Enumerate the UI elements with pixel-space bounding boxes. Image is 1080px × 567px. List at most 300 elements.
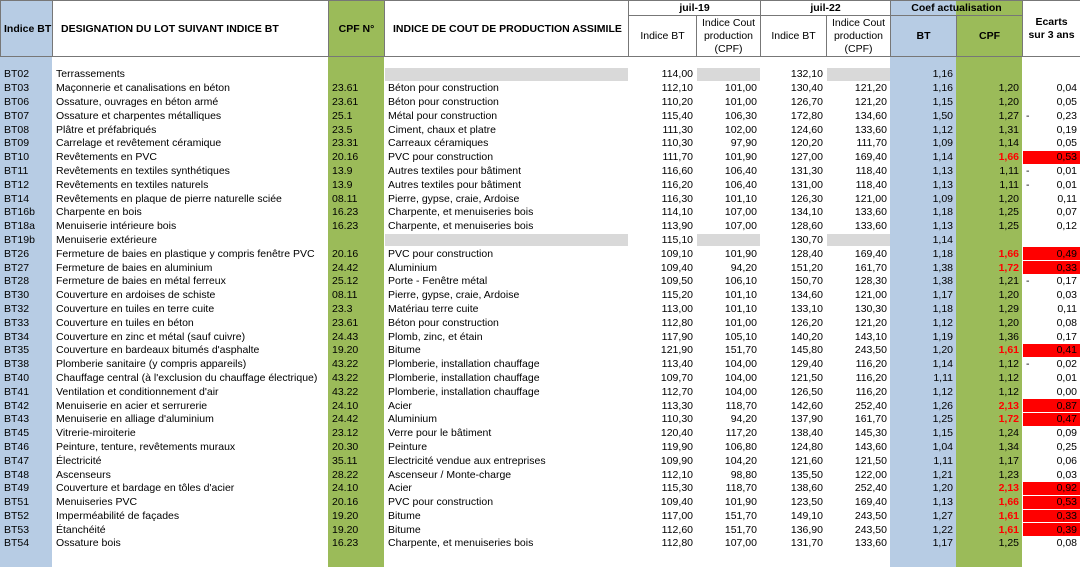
ecart-value: 0,87 [1056, 399, 1077, 412]
cell-cpf-juil19: 106,30 [724, 109, 757, 122]
cell-cpf-no: 25.1 [329, 109, 385, 123]
table-row [1, 150, 1080, 164]
cell-coef-bt: 1,21 [891, 468, 957, 482]
cell-cpf-juil22: 169,40 [854, 151, 887, 164]
cell-cpf-juil19 [697, 233, 761, 247]
header-juil22: juil-22 [761, 1, 891, 16]
table-row [1, 219, 1080, 233]
cell-cpf-juil19: 104,00 [724, 358, 757, 371]
cell-cpf-juil22: 252,40 [854, 482, 887, 495]
cell-bt-juil19: 113,30 [661, 399, 693, 412]
ecart-value: 0,00 [1056, 385, 1077, 398]
cell-indice-cout: Bitume [388, 523, 421, 536]
cell-cpf-no: 43.22 [329, 371, 385, 385]
cell-designation: Couverture et bardage en tôles d'acier [56, 482, 235, 495]
header-coef-cpf: CPF [957, 16, 1023, 57]
cell-designation: Fermeture de baies en aluminium [56, 261, 213, 274]
cell-cpf-juil22: 169,40 [854, 496, 887, 509]
ecart-value: 0,17 [1056, 330, 1077, 343]
table-row [1, 426, 1080, 440]
cell-cpf-no: 23.5 [329, 123, 385, 137]
cell-bt-juil19: 113,40 [661, 358, 693, 371]
cell-bt-juil22: 130,70 [790, 233, 823, 246]
cell-coef-bt: 1,25 [891, 412, 957, 426]
header-indice-cout-22: Indice Cout production (CPF) [827, 16, 891, 57]
header-designation: DESIGNATION DU LOT SUIVANT INDICE BT [53, 1, 329, 57]
cell-designation: Ossature bois [56, 537, 121, 550]
cell-cpf-juil22: 133,60 [854, 206, 887, 219]
cell-ecart [1023, 274, 1080, 288]
cell-indice-bt: BT07 [1, 109, 53, 123]
cell-indice-bt: BT14 [1, 192, 53, 206]
cell-cpf-juil22: 121,20 [854, 95, 887, 108]
cell-ecart [1023, 481, 1080, 495]
cell-indice-bt: BT03 [1, 81, 53, 95]
cell-indice-cout: Métal pour construction [388, 109, 498, 122]
cell-cpf-juil22 [827, 233, 891, 247]
cell-bt-juil19: 112,70 [661, 385, 693, 398]
cell-cpf-no: 16.23 [329, 537, 385, 551]
cell-cpf-juil19: 151,70 [724, 523, 757, 536]
cell-indice-cout: Electricité vendue aux entreprises [388, 454, 546, 467]
cell-indice-bt: BT28 [1, 274, 53, 288]
cell-indice-cout: Porte - Fenêtre métal [388, 275, 488, 288]
cell-ecart [1023, 261, 1080, 275]
cell-indice-bt: BT10 [1, 150, 53, 164]
cell-coef-bt: 1,12 [891, 316, 957, 330]
cell-designation: Revêtements en plaque de pierre naturelle sciée [56, 192, 282, 205]
cell-bt-juil19: 113,00 [661, 302, 693, 315]
cell-ecart [1023, 81, 1080, 95]
ecart-value: 0,12 [1056, 220, 1077, 233]
cell-indice-cout: Charpente, et menuiseries bois [388, 220, 534, 233]
ecart-value: 0,53 [1056, 496, 1077, 509]
cell-ecart [1023, 205, 1080, 219]
table-row [1, 523, 1080, 537]
cell-designation: Carrelage et revêtement céramique [56, 137, 222, 150]
cell-indice-bt: BT42 [1, 399, 53, 413]
cell-bt-juil19: 109,40 [660, 261, 693, 274]
cell-cpf-juil22: 118,40 [855, 164, 887, 177]
cell-coef-cpf: 1,12 [957, 357, 1023, 371]
cell-coef-bt: 1,17 [891, 537, 957, 551]
table-row [1, 385, 1080, 399]
cell-bt-juil19: 117,90 [661, 330, 693, 343]
table-row [1, 136, 1080, 150]
cell-coef-bt: 1,09 [891, 136, 957, 150]
header-indice-cout-19: Indice Cout production (CPF) [697, 16, 761, 57]
cell-indice-cout: Béton pour construction [388, 95, 499, 108]
cell-cpf-no: 13.9 [329, 164, 385, 178]
cell-bt-juil22: 121,60 [790, 454, 823, 467]
ecart-value: 0,33 [1056, 509, 1077, 522]
cell-ecart [1023, 316, 1080, 330]
cell-bt-juil19: 110,30 [661, 137, 693, 150]
cell-coef-cpf: 1,61 [957, 343, 1023, 357]
cell-cpf-juil22: 121,20 [854, 316, 887, 329]
cell-coef-cpf: 1,20 [957, 288, 1023, 302]
cell-coef-bt: 1,12 [891, 123, 957, 137]
cell-bt-juil22: 128,40 [790, 247, 823, 260]
cell-indice-cout: Plomberie, installation chauffage [388, 385, 540, 398]
cell-indice-cout: Peinture [388, 440, 428, 453]
cell-ecart [1023, 523, 1080, 537]
cell-bt-juil19: 113,90 [661, 220, 693, 233]
cell-designation: Ascenseurs [56, 468, 111, 481]
cell-cpf-juil19: 101,10 [724, 192, 757, 205]
ecart-value: 0,49 [1056, 247, 1077, 260]
cell-bt-juil19: 115,20 [661, 289, 693, 302]
cell-ecart [1023, 426, 1080, 440]
header-ecarts [1023, 1, 1080, 57]
cell-ecart [1023, 385, 1080, 399]
cell-bt-juil22: 131,70 [790, 537, 823, 550]
cell-cpf-juil19: 101,00 [724, 316, 757, 329]
ecart-value: 0,07 [1056, 206, 1077, 219]
cell-bt-juil22: 145,80 [790, 344, 823, 357]
cell-indice-cout: Acier [388, 482, 412, 495]
cell-coef-cpf: 1,11 [957, 178, 1023, 192]
cell-cpf-no: 16.23 [329, 219, 385, 233]
cell-indice-bt: BT49 [1, 481, 53, 495]
header-indice-bt-19: Indice BT [629, 16, 697, 57]
ecart-value: 0,25 [1056, 440, 1077, 453]
cell-cpf-no: 43.22 [329, 385, 385, 399]
cell-bt-juil22: 130,40 [790, 82, 823, 95]
cell-cpf-juil19: 106,80 [724, 440, 757, 453]
cell-indice-cout: Matériau terre cuite [388, 302, 479, 315]
table-row [1, 495, 1080, 509]
cell-coef-bt: 1,50 [891, 109, 957, 123]
cell-cpf-juil19: 94,20 [730, 413, 757, 426]
table-row [1, 509, 1080, 523]
cell-coef-bt: 1,22 [891, 523, 957, 537]
ecart-value: 0,03 [1056, 289, 1077, 302]
cell-bt-juil19: 119,90 [661, 440, 693, 453]
cell-indice-cout: Bitume [388, 509, 421, 522]
cell-cpf-juil19: 118,70 [725, 482, 757, 495]
cell-coef-cpf: 1,72 [957, 412, 1023, 426]
cell-cpf-juil19: 97,90 [730, 137, 757, 150]
cell-indice-bt: BT08 [1, 123, 53, 137]
cell-bt-juil19: 110,20 [661, 95, 693, 108]
table-body [1, 68, 1080, 551]
cell-cpf-no: 20.16 [329, 247, 385, 261]
cell-designation: Imperméabilité de façades [56, 509, 180, 522]
cell-indice-bt: BT06 [1, 95, 53, 109]
cell-bt-juil22: 127,00 [790, 151, 823, 164]
cell-cpf-juil19: 106,10 [724, 275, 757, 288]
cell-designation: Couverture en zinc et métal (sauf cuivre) [56, 330, 246, 343]
cell-bt-juil19: 109,90 [660, 454, 693, 467]
cell-coef-cpf: 1,12 [957, 371, 1023, 385]
cell-coef-bt: 1,04 [891, 440, 957, 454]
cell-coef-bt: 1,20 [891, 481, 957, 495]
ecart-value: 0,01 [1056, 164, 1077, 177]
cell-indice-cout: Pierre, gypse, craie, Ardoise [388, 192, 520, 205]
cell-cpf-no: 43.22 [329, 357, 385, 371]
cell-designation: Menuiserie en alliage d'aluminium [56, 413, 214, 426]
cell-coef-cpf: 1,20 [957, 95, 1023, 109]
cell-designation: Couverture en bardeaux bitumés d'asphalte [56, 344, 260, 357]
cell-cpf-juil22: 243,50 [854, 344, 887, 357]
cell-cpf-juil19: 101,90 [724, 151, 757, 164]
cell-indice-bt: BT54 [1, 537, 53, 551]
cell-bt-juil19: 111,30 [662, 123, 693, 136]
cell-indice-bt: BT52 [1, 509, 53, 523]
cell-indice-bt: BT32 [1, 302, 53, 316]
table-row [1, 95, 1080, 109]
cell-bt-juil19: 115,10 [661, 233, 693, 246]
cell-coef-cpf: 1,36 [957, 330, 1023, 344]
cell-bt-juil19: 114,00 [661, 68, 693, 81]
cell-cpf-juil22: 243,50 [854, 509, 887, 522]
header-indice-cout: INDICE DE COUT DE PRODUCTION ASSIMILE [385, 1, 629, 57]
cell-indice-bt: BT45 [1, 426, 53, 440]
cell-designation: Terrassements [56, 68, 125, 81]
cell-cpf-juil22: 121,20 [854, 82, 887, 95]
cell-coef-bt: 1,20 [891, 343, 957, 357]
cell-bt-juil22: 126,20 [790, 316, 823, 329]
cell-designation: Maçonnerie et canalisations en béton [56, 82, 230, 95]
table-row [1, 247, 1080, 261]
cell-ecart [1023, 343, 1080, 357]
cell-cpf-no: 23.3 [329, 302, 385, 316]
ecart-value: 0,53 [1056, 151, 1077, 164]
cell-indice-bt: BT11 [1, 164, 53, 178]
cell-bt-juil19: 110,30 [661, 413, 693, 426]
cell-cpf-juil19: 107,00 [724, 220, 757, 233]
cell-coef-bt: 1,38 [891, 274, 957, 288]
cell-cpf-no: 23.61 [329, 81, 385, 95]
cell-designation: Chauffage central (à l'exclusion du chauffage électrique) [56, 371, 318, 384]
cell-ecart [1023, 509, 1080, 523]
cell-designation: Fermeture de baies en métal ferreux [56, 275, 226, 288]
cell-cpf-juil19 [697, 68, 761, 82]
cell-bt-juil22: 132,10 [790, 68, 823, 81]
cell-coef-bt: 1,15 [891, 426, 957, 440]
cell-cpf-juil19: 151,70 [724, 344, 757, 357]
table-row [1, 468, 1080, 482]
ecart-value: 0,47 [1056, 413, 1077, 426]
cell-indice-bt: BT43 [1, 412, 53, 426]
cell-coef-bt: 1,12 [891, 385, 957, 399]
cell-designation: Revêtements en textiles naturels [56, 178, 209, 191]
ecart-value: 0,03 [1056, 468, 1077, 481]
cell-designation: Menuiserie intérieure bois [56, 220, 177, 233]
header-juil19: juil-19 [629, 1, 761, 16]
header-indice-bt: Indice BT [1, 1, 53, 57]
cell-cpf-no [329, 68, 385, 82]
cell-coef-cpf: 1,66 [957, 495, 1023, 509]
cell-bt-juil19: 115,40 [661, 109, 693, 122]
cell-cpf-no: 20.16 [329, 150, 385, 164]
ecart-value: 0,39 [1056, 523, 1077, 536]
table-row [1, 178, 1080, 192]
cell-cpf-juil22: 143,10 [854, 330, 887, 343]
cell-coef-cpf: 1,12 [957, 385, 1023, 399]
cell-indice-bt: BT33 [1, 316, 53, 330]
cell-cpf-no: 24.43 [329, 330, 385, 344]
cell-designation: Plâtre et préfabriqués [56, 123, 157, 136]
cell-bt-juil19: 121,90 [660, 344, 693, 357]
cell-cpf-juil19: 104,00 [724, 385, 757, 398]
cell-designation: Revêtements en PVC [56, 151, 157, 164]
cell-cpf-no: 19.20 [329, 523, 385, 537]
cell-cpf-juil19: 117,20 [725, 427, 757, 440]
cell-cpf-juil22: 121,50 [854, 454, 887, 467]
cell-ecart [1023, 68, 1080, 82]
cell-indice-cout: Charpente, et menuiseries bois [388, 537, 534, 550]
cell-cpf-juil19: 101,90 [724, 496, 757, 509]
negative-sign: - [1026, 178, 1030, 191]
cell-cpf-juil22: 116,20 [855, 371, 887, 384]
cell-ecart [1023, 178, 1080, 192]
table-row [1, 412, 1080, 426]
table-row [1, 123, 1080, 137]
table-row [1, 205, 1080, 219]
cell-coef-cpf: 1,20 [957, 81, 1023, 95]
cell-cpf-juil22: 252,40 [854, 399, 887, 412]
cell-bt-juil22: 126,30 [790, 192, 823, 205]
cell-coef-bt: 1,13 [891, 495, 957, 509]
cell-cpf-no [329, 233, 385, 247]
cell-indice-cout: Autres textiles pour bâtiment [388, 164, 522, 177]
cell-ecart [1023, 150, 1080, 164]
cell-cpf-juil22: 133,60 [854, 123, 887, 136]
cell-designation: Étanchéité [56, 523, 106, 536]
cell-bt-juil19: 109,40 [660, 496, 693, 509]
cell-coef-bt: 1,13 [891, 164, 957, 178]
ecart-value: 0,11 [1057, 302, 1077, 315]
cell-cpf-juil22: 133,60 [854, 537, 887, 550]
cell-bt-juil22: 142,60 [790, 399, 823, 412]
cell-coef-bt: 1,19 [891, 330, 957, 344]
cell-coef-cpf: 1,25 [957, 219, 1023, 233]
cell-indice-cout: PVC pour construction [388, 247, 494, 260]
cell-coef-bt: 1,11 [891, 454, 957, 468]
cell-coef-bt: 1,14 [891, 150, 957, 164]
cell-bt-juil22: 138,60 [790, 482, 823, 495]
cell-indice-bt: BT51 [1, 495, 53, 509]
cell-coef-bt: 1,14 [891, 233, 957, 247]
cell-ecart [1023, 247, 1080, 261]
cell-bt-juil19: 112,10 [661, 82, 693, 95]
cell-coef-bt: 1,38 [891, 261, 957, 275]
ecart-value: 0,92 [1056, 482, 1077, 495]
cell-indice-bt: BT40 [1, 371, 53, 385]
cell-coef-bt: 1,16 [891, 68, 957, 82]
cell-bt-juil22: 172,80 [790, 109, 823, 122]
negative-sign: - [1026, 275, 1030, 288]
cell-ecart [1023, 371, 1080, 385]
table-row [1, 233, 1080, 247]
cell-indice-cout [385, 233, 629, 247]
cell-indice-bt: BT47 [1, 454, 53, 468]
header-indice-bt-22: Indice BT [761, 16, 827, 57]
cell-cpf-no: 08.11 [329, 192, 385, 206]
cell-bt-juil19: 116,20 [661, 178, 693, 191]
table-row [1, 371, 1080, 385]
cell-ecart [1023, 288, 1080, 302]
cell-bt-juil19: 115,30 [661, 482, 693, 495]
cell-designation: Couverture en tuiles en béton [56, 316, 194, 329]
cell-cpf-juil22: 243,50 [854, 523, 887, 536]
cell-coef-cpf: 1,25 [957, 205, 1023, 219]
cell-cpf-juil19: 104,20 [724, 454, 757, 467]
cell-ecart [1023, 302, 1080, 316]
cell-coef-cpf: 1,25 [957, 537, 1023, 551]
cell-ecart [1023, 537, 1080, 551]
cell-cpf-juil22: 121,00 [854, 289, 887, 302]
cell-ecart [1023, 330, 1080, 344]
cell-ecart [1023, 192, 1080, 206]
cell-cpf-no: 24.10 [329, 481, 385, 495]
cell-bt-juil22: 126,70 [790, 95, 823, 108]
cell-indice-cout: Pierre, gypse, craie, Ardoise [388, 289, 520, 302]
cell-cpf-juil19: 104,00 [724, 371, 757, 384]
cell-coef-cpf: 2,13 [957, 481, 1023, 495]
cell-cpf-juil19: 94,20 [730, 261, 757, 274]
cell-cpf-juil19: 151,70 [724, 509, 757, 522]
cell-cpf-juil22: 118,40 [855, 178, 887, 191]
cell-cpf-no: 13.9 [329, 178, 385, 192]
table-row [1, 343, 1080, 357]
cell-ecart [1023, 412, 1080, 426]
ecart-value: 0,08 [1056, 537, 1077, 550]
cell-bt-juil22: 124,80 [790, 440, 823, 453]
cell-designation: Revêtements en textiles synthétiques [56, 164, 230, 177]
cell-indice-bt: BT48 [1, 468, 53, 482]
cell-designation: Ventilation et conditionnement d'air [56, 385, 219, 398]
cell-bt-juil19: 111,70 [662, 151, 693, 164]
cell-cpf-juil22: 143,60 [854, 440, 887, 453]
cell-coef-bt: 1,14 [891, 357, 957, 371]
cell-cpf-juil22: 133,60 [854, 220, 887, 233]
cell-bt-juil22: 120,20 [790, 137, 823, 150]
cell-bt-juil19: 109,10 [660, 247, 693, 260]
cell-indice-bt: BT16b [1, 205, 53, 219]
table-row [1, 109, 1080, 123]
cell-indice-cout: Ascenseur / Monte-charge [388, 468, 512, 481]
cell-indice-bt: BT18a [1, 219, 53, 233]
cell-cpf-juil22 [827, 68, 891, 82]
cell-bt-juil22: 138,40 [790, 427, 823, 440]
cell-coef-bt: 1,13 [891, 219, 957, 233]
cell-cpf-no: 23.31 [329, 136, 385, 150]
cell-bt-juil19: 112,80 [661, 537, 693, 550]
cell-indice-bt: BT12 [1, 178, 53, 192]
cell-bt-juil22: 149,10 [790, 509, 823, 522]
cell-ecart [1023, 233, 1080, 247]
ecart-value: 0,08 [1056, 316, 1077, 329]
cell-coef-cpf: 1,11 [957, 164, 1023, 178]
table-row [1, 399, 1080, 413]
cell-cpf-juil19: 101,90 [724, 247, 757, 260]
cell-designation: Électricité [56, 454, 102, 467]
cell-indice-bt: BT19b [1, 233, 53, 247]
cell-indice-cout: Carreaux céramiques [388, 137, 489, 150]
cell-coef-cpf: 1,21 [957, 274, 1023, 288]
cell-indice-cout: Autres textiles pour bâtiment [388, 178, 522, 191]
cell-indice-cout: Verre pour le bâtiment [388, 427, 492, 440]
cell-cpf-no: 20.30 [329, 440, 385, 454]
table-row [1, 164, 1080, 178]
cell-cpf-juil19: 101,00 [724, 82, 757, 95]
cell-coef-cpf: 1,66 [957, 247, 1023, 261]
cell-cpf-no: 20.16 [329, 495, 385, 509]
cell-indice-cout: Acier [388, 399, 412, 412]
